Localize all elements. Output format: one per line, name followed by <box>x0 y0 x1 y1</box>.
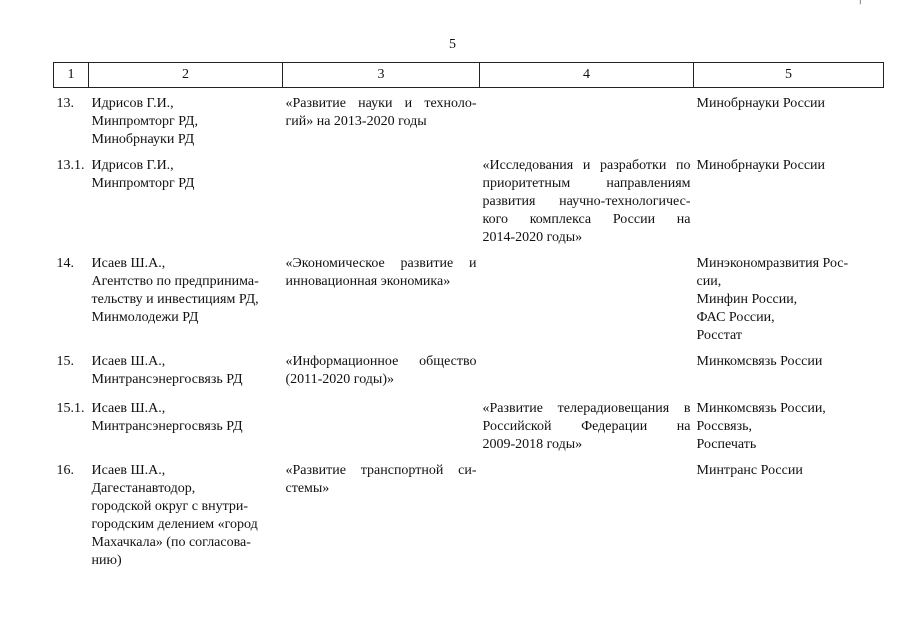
cell-line: Агентство по предпринима- <box>91 274 259 289</box>
cell-line: стемы» <box>285 481 330 496</box>
row-number: 14. <box>56 256 74 271</box>
cell-line: приоритетным направлениям <box>482 176 691 191</box>
cell-line: Минмолодежи РД <box>91 310 199 325</box>
regional-program-cell <box>283 391 480 454</box>
regional-program-cell <box>283 454 480 572</box>
cell-line: Исаев Ш.А., <box>91 401 166 416</box>
row-number: 13.1. <box>56 158 85 173</box>
cell-line: Роспечать <box>696 437 757 452</box>
header-col-3: 3 <box>283 63 480 88</box>
responsible-cell <box>89 149 283 247</box>
cell-line: городским делением «город <box>91 517 258 532</box>
federal-bodies-cell <box>694 391 884 454</box>
regional-program-cell <box>283 88 480 150</box>
cell-line: «Информационное общество <box>285 354 477 369</box>
responsible-cell <box>89 454 283 572</box>
federal-program-cell <box>480 454 694 572</box>
cell-line: гий» на 2013-2020 годы <box>285 114 427 129</box>
federal-program-cell <box>480 247 694 345</box>
cell-line: 2009-2018 годы» <box>482 437 583 452</box>
cell-line: ФАС России, <box>696 310 775 325</box>
row-number: 16. <box>56 463 74 478</box>
table-row <box>54 88 884 150</box>
cell-line: Минэкономразвития Рос- <box>696 256 849 271</box>
header-col-2: 2 <box>89 63 283 88</box>
cell-line: сии, <box>696 274 722 289</box>
cell-line: 2014-2020 годы» <box>482 230 583 245</box>
table-row <box>54 391 884 454</box>
federal-program-cell <box>480 391 694 454</box>
regional-program-cell <box>283 345 480 391</box>
responsible-cell <box>89 345 283 391</box>
cell-line: Минобрнауки России <box>696 158 826 173</box>
cell-line: Россвязь, <box>696 419 752 434</box>
row-number: 15. <box>56 354 74 369</box>
table-row <box>54 454 884 572</box>
cell-line: Минфин России, <box>696 292 798 307</box>
cell-line: Минобрнауки РД <box>91 132 195 147</box>
cell-line: Росстат <box>696 328 742 343</box>
cell-line: Махачкала» (по согласова- <box>91 535 251 550</box>
cell-line: «Развитие телерадиовещания в <box>482 401 691 416</box>
header-col-4: 4 <box>480 63 694 88</box>
cell-line: Минкомсвязь России, <box>696 401 826 416</box>
federal-bodies-cell <box>694 88 884 150</box>
federal-bodies-cell <box>694 454 884 572</box>
responsible-cell <box>89 88 283 150</box>
cell-line: Минтрансэнергосвязь РД <box>91 372 243 387</box>
header-col-1: 1 <box>54 63 89 88</box>
federal-program-cell <box>480 88 694 150</box>
cell-line: Исаев Ш.А., <box>91 256 166 271</box>
header-row <box>54 63 884 88</box>
cell-line: «Экономическое развитие и <box>285 256 477 271</box>
cell-line: «Развитие науки и техноло- <box>285 96 477 111</box>
cell-line: инновационная экономика» <box>285 274 451 289</box>
cell-line: развития научно-технологичес- <box>482 194 691 209</box>
cell-line: (2011-2020 годы)» <box>285 372 394 387</box>
cell-line: Минтранс России <box>696 463 803 478</box>
federal-bodies-cell <box>694 247 884 345</box>
regional-program-cell <box>283 247 480 345</box>
cell-line: кого комплекса России на <box>482 212 691 227</box>
cell-line: Российской Федерации на <box>482 419 691 434</box>
cell-line: Дагестанавтодор, <box>91 481 196 496</box>
cell-line: Исаев Ш.А., <box>91 354 166 369</box>
row-number: 15.1. <box>56 401 85 416</box>
cell-line: Исаев Ш.А., <box>91 463 166 478</box>
federal-bodies-cell <box>694 149 884 247</box>
row-number: 13. <box>56 96 74 111</box>
federal-program-cell <box>480 149 694 247</box>
header-col-5: 5 <box>694 63 884 88</box>
cell-line: Минтрансэнергосвязь РД <box>91 419 243 434</box>
responsible-cell <box>89 247 283 345</box>
cell-line: «Исследования и разработки по <box>482 158 691 173</box>
federal-bodies-cell <box>694 345 884 391</box>
cell-line: «Развитие транспортной си- <box>285 463 477 478</box>
scan-mark: ╹ <box>858 0 863 9</box>
federal-program-cell <box>480 345 694 391</box>
table-row <box>54 247 884 345</box>
regional-program-cell <box>283 149 480 247</box>
cell-line: городской округ с внутри- <box>91 499 249 514</box>
cell-line: Минпромторг РД <box>91 176 195 191</box>
page-number: 5 <box>449 37 456 52</box>
cell-line: Минобрнауки России <box>696 96 826 111</box>
cell-line: Идрисов Г.И., <box>91 158 174 173</box>
programs-table <box>53 62 884 572</box>
cell-line: Идрисов Г.И., <box>91 96 174 111</box>
table-row <box>54 149 884 247</box>
table-row <box>54 345 884 391</box>
responsible-cell <box>89 391 283 454</box>
cell-line: Минкомсвязь России <box>696 354 823 369</box>
cell-line: нию) <box>91 553 122 568</box>
cell-line: Минпромторг РД, <box>91 114 198 129</box>
cell-line: тельству и инвестициям РД, <box>91 292 259 307</box>
